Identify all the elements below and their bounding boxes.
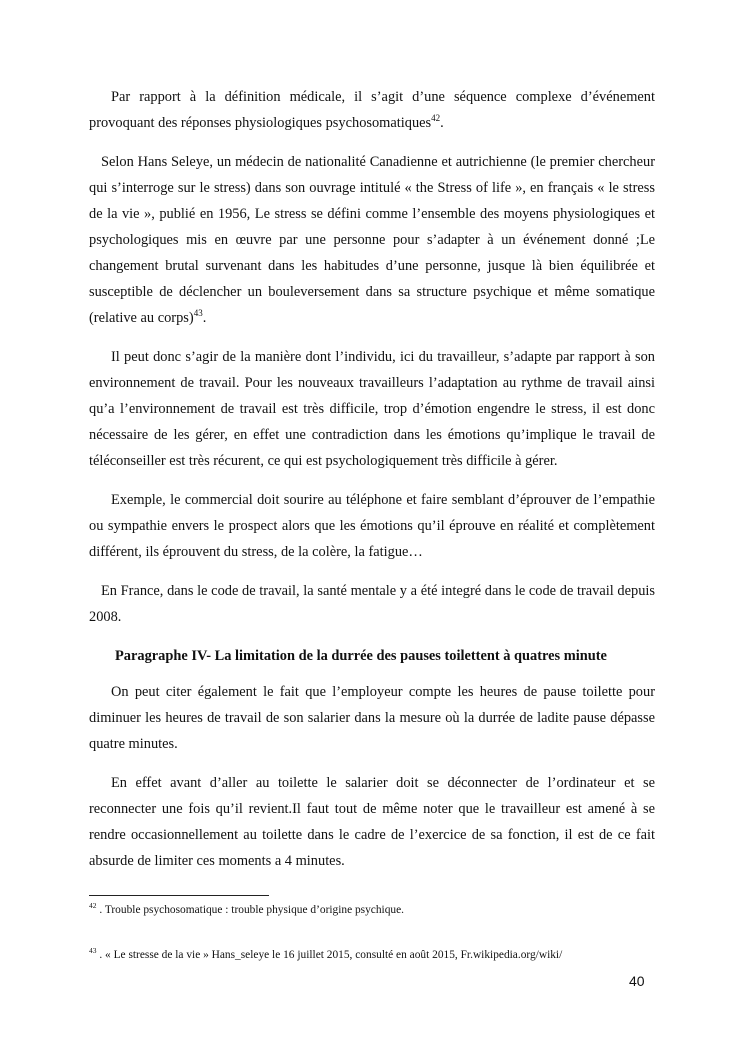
footnote-43 <box>89 947 669 963</box>
footnote-number: 42 <box>89 901 97 911</box>
paragraph-medical-definition <box>89 84 655 136</box>
section-heading: Paragraphe IV- La limitation de la durrée des pauses toilettent à quatres minute <box>115 648 607 664</box>
footnote-42 <box>89 902 669 918</box>
paragraph-text: En France, dans le code de travail, la santé mentale y a été integré dans le code de travail depuis 2008. <box>89 583 655 625</box>
paragraph-france <box>89 578 655 630</box>
footnote-ref-42: 42 <box>431 113 441 124</box>
paragraph-end: . <box>440 115 444 131</box>
footnote-number: 43 <box>89 946 97 956</box>
paragraph-text: Exemple, le commercial doit sourire au téléphone et faire semblant d’éprouver de l’empathie ou sympathie envers le prospect alors que les émotions qu’il éprouve en réalité et complètement différent, ils éprouvent du stress, de la colère, la fatigue… <box>89 492 655 560</box>
paragraph-disconnect <box>89 770 655 874</box>
paragraph-text: En effet avant d’aller au toilette le salarier doit se déconnecter de l’ordinateur et se reconnecter une fois qu’il revient.Il faut tout de même noter que le travailleur est amené à se rendre occasionnellement au toilette dans le cadre de l’exercice de sa fonction, il est de ce fait absurde de limiter ces moments a 4 minutes. <box>89 775 655 869</box>
paragraph-pause-count <box>89 679 655 757</box>
paragraph-text: Par rapport à la définition médicale, il s’agit d’une séquence complexe d’événement provoquant des réponses physiologiques psychosomatiques <box>89 89 655 131</box>
body-text <box>89 84 655 887</box>
footnote-text: . Trouble psychosomatique : trouble physique d’origine psychique. <box>96 904 405 916</box>
paragraph-text: Selon Hans Seleye, un médecin de nationalité Canadienne et autrichienne (le premier chercheur qui s’interroge sur le stress) dans son ouvrage intitulé « the Stress of life », en français « le stress de la vie », publié en 1956, Le stress se défini comme l’ensemble des moyens physiologiques et psychologiques mis en œuvre par une personne pour s’adapter à un événement donné ;Le changement brutal survenant dans les habitudes d’une personne, jusque là bien équilibrée et susceptible de déclencher un bouleversement dans sa structure psychique et même somatique (relative au corps) <box>89 154 655 326</box>
footnote-ref-43: 43 <box>193 308 203 319</box>
footnote-text: . « Le stresse de la vie » Hans_seleye le 16 juillet 2015, consulté en août 2015, Fr.wikipedia.org/wiki/ <box>96 949 563 961</box>
paragraph-adaptation <box>89 344 655 474</box>
paragraph-end: . <box>202 310 207 326</box>
paragraph-hans-seleye <box>89 149 655 331</box>
paragraph-example <box>89 487 655 565</box>
paragraph-text: Il peut donc s’agir de la manière dont l’individu, ici du travailleur, s’adapte par rapport à son environnement de travail. Pour les nouveaux travailleurs l’adaptation au rythme de travail ainsi qu’a l’environnement de travail est très difficile, trop d’émotion engendre le stress, il est donc nécessaire de les gérer, en effet une contradiction dans les émotions qu’implique le travail de téléconseiller est très récurent, ce qui est psychologiquement très difficile à gérer. <box>89 349 655 469</box>
page-number: 40 <box>629 973 645 989</box>
paragraph-text: On peut citer également le fait que l’employeur compte les heures de pause toilette pour diminuer les heures de travail de son salarier dans la mesure où la durrée de ladite pause dépasse quatre minutes. <box>89 684 655 752</box>
footnote-separator <box>89 895 269 896</box>
